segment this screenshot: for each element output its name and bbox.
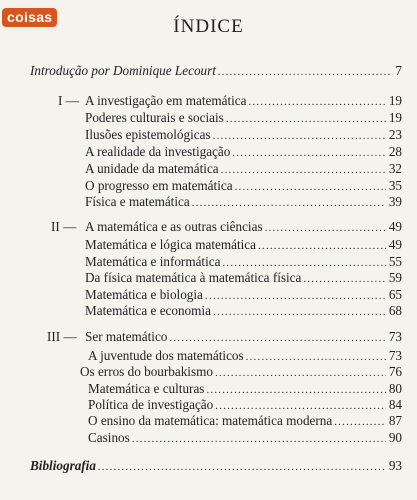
toc-entry-label: A investigação em matemática: [85, 93, 247, 108]
toc-entry-label: A realidade da investigação: [85, 144, 231, 159]
chapter-heading: [85, 93, 402, 109]
toc-entry-label: Matemática e biologia: [85, 287, 203, 302]
toc-entry-page: 73: [388, 329, 402, 344]
toc-entry-page: 32: [388, 161, 402, 176]
dot-leader: [215, 398, 386, 414]
toc-entry-introduction: [30, 63, 402, 79]
toc-entry-label: Política de investigação: [88, 397, 214, 412]
toc-entry: [85, 161, 402, 177]
toc-entry: [80, 364, 402, 380]
toc-entry-page: 19: [388, 110, 402, 125]
toc-entry-page: 84: [388, 397, 402, 412]
toc-entry: [85, 303, 402, 319]
toc-entry: [85, 127, 402, 143]
toc-entry-label: Física e matemática: [85, 194, 190, 209]
toc-entry-page: 7: [395, 63, 402, 78]
toc-entry-label: O progresso em matemática: [85, 178, 233, 193]
dot-leader: [215, 365, 386, 381]
toc-entry-page: 19: [388, 93, 402, 108]
toc-entry-page: 93: [388, 458, 402, 473]
toc-entry-page: 76: [388, 364, 402, 379]
toc-entry-label: Da física matemática à matemática física: [85, 270, 302, 285]
page-title: ÍNDICE: [173, 16, 244, 37]
dot-leader: [192, 195, 386, 211]
chapter-numeral: III —: [47, 329, 77, 344]
chapter-heading: [85, 219, 402, 235]
toc-entry-page: 90: [388, 430, 402, 445]
dot-leader: [265, 220, 386, 236]
toc-entry-page: 65: [388, 287, 402, 302]
toc-entry: [85, 194, 402, 210]
toc-entry: [88, 430, 402, 446]
dot-leader: [132, 431, 386, 447]
toc-entry-page: 23: [388, 127, 402, 142]
toc-entry-label: Matemática e culturas: [88, 381, 205, 396]
toc-entry-page: 39: [388, 194, 402, 209]
dot-leader: [222, 255, 385, 271]
toc-entry: [88, 397, 402, 413]
toc-entry: [85, 237, 402, 253]
chapter-numeral: I —: [58, 93, 79, 108]
dot-leader: [169, 330, 385, 346]
dot-leader: [218, 64, 392, 80]
toc-entry-label: Bibliografia: [30, 458, 96, 473]
toc-entry: [85, 178, 402, 194]
dot-leader: [98, 459, 386, 475]
coisas-logo-badge: coisas: [2, 8, 57, 27]
toc-entry-label: O ensino da matemática: matemática moderna: [88, 413, 333, 428]
toc-entry: [85, 254, 402, 270]
toc-entry-page: 59: [388, 270, 402, 285]
toc-entry: [88, 381, 402, 397]
toc-entry-page: 87: [388, 413, 402, 428]
dot-leader: [303, 271, 385, 287]
dot-leader: [213, 128, 386, 144]
toc-entry: [85, 110, 402, 126]
dot-leader: [334, 414, 386, 430]
dot-leader: [205, 288, 386, 304]
dot-leader: [232, 145, 385, 161]
toc-entry: [88, 413, 402, 429]
toc-entry-label: Poderes culturais e sociais: [85, 110, 224, 125]
toc-entry-label: Matemática e economia: [85, 303, 211, 318]
toc-entry-page: 68: [388, 303, 402, 318]
dot-leader: [226, 111, 386, 127]
toc-entry-label: Os erros do bourbakismo: [80, 364, 213, 379]
toc-entry-page: 28: [388, 144, 402, 159]
dot-leader: [221, 162, 386, 178]
toc-entry-page: 49: [388, 219, 402, 234]
dot-leader: [246, 349, 386, 365]
toc-entry-bibliography: [30, 458, 402, 474]
toc-entry-label: Matemática e informática: [85, 254, 221, 269]
toc-entry-label: Ilusões epistemológicas: [85, 127, 211, 142]
toc-entry-page: 80: [388, 381, 402, 396]
toc-entry-label: Casinos: [88, 430, 130, 445]
toc-entry: [88, 348, 402, 364]
toc-entry-page: 35: [388, 178, 402, 193]
toc-entry: [85, 270, 402, 286]
dot-leader: [213, 304, 386, 320]
toc-entry-label: Introdução por Dominique Lecourt: [30, 63, 216, 78]
toc-entry-page: 55: [388, 254, 402, 269]
dot-leader: [235, 179, 386, 195]
toc-entry-label: A matemática e as outras ciências: [85, 219, 263, 234]
dot-leader: [258, 238, 386, 254]
toc-entry: [85, 287, 402, 303]
toc-entry-label: A juventude dos matemáticos: [88, 348, 244, 363]
toc-entry-label: A unidade da matemática: [85, 161, 219, 176]
dot-leader: [248, 94, 385, 110]
chapter-heading: [85, 329, 402, 345]
toc-entry-page: 73: [388, 348, 402, 363]
chapter-numeral: II —: [51, 219, 77, 234]
dot-leader: [206, 382, 385, 398]
toc-entry: [85, 144, 402, 160]
toc-entry-page: 49: [388, 237, 402, 252]
toc-entry-label: Matemática e lógica matemática: [85, 237, 256, 252]
toc-entry-label: Ser matemático: [85, 329, 168, 344]
